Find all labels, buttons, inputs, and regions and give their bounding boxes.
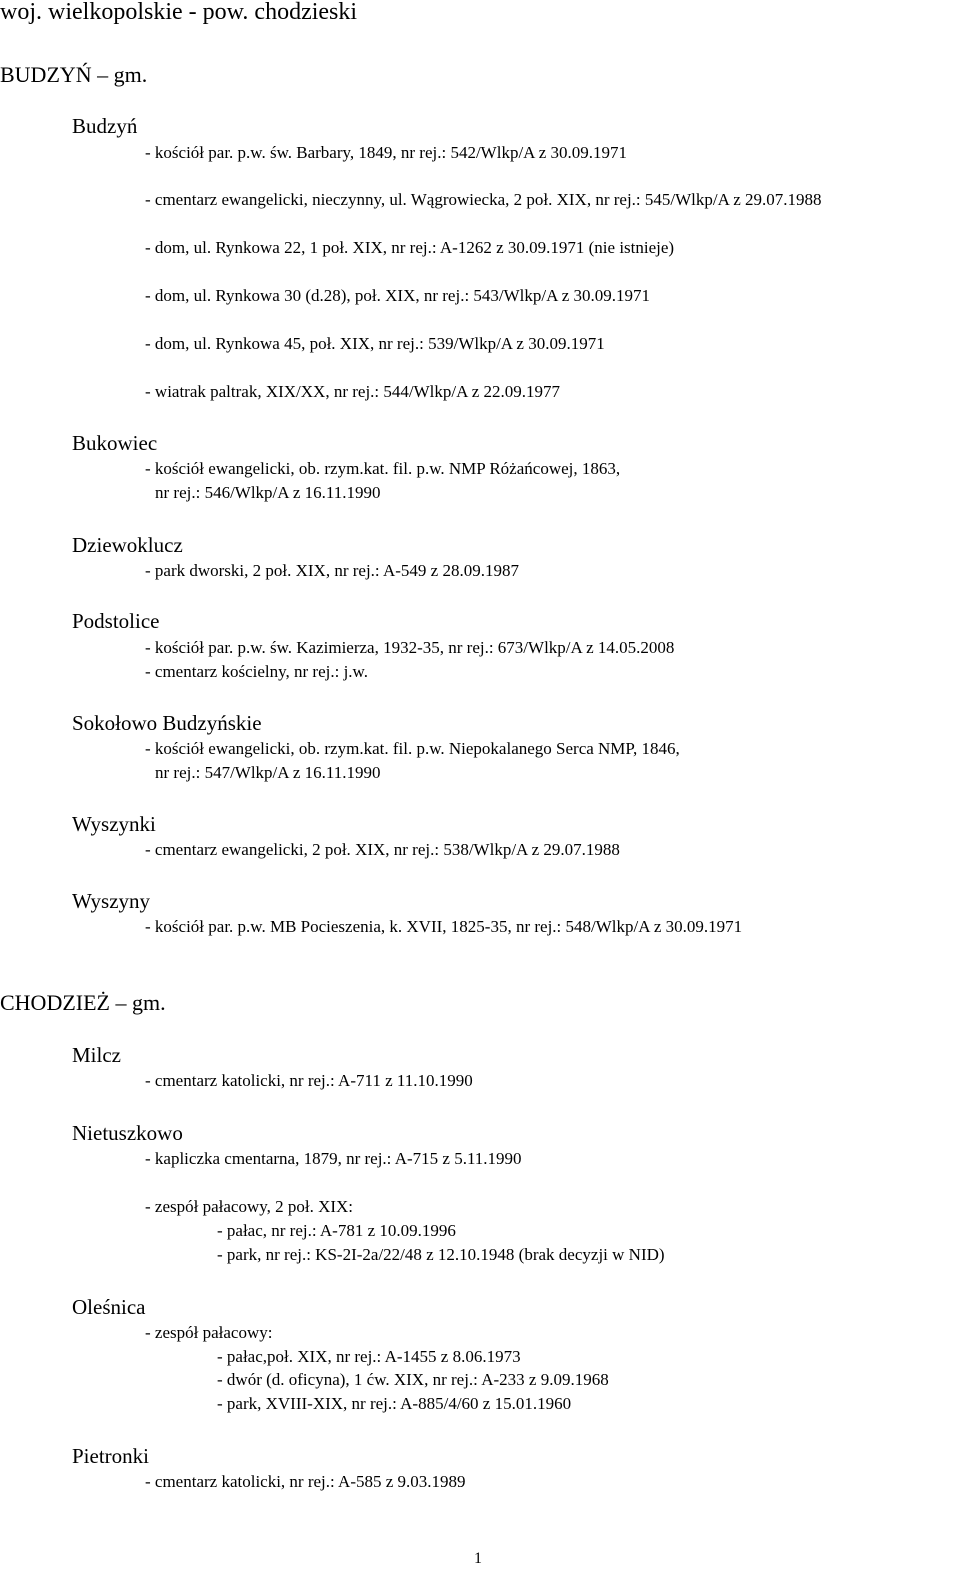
monument-entry: - kościół par. p.w. MB Pocieszenia, k. XVII, 1825-35, nr rej.: 548/Wlkp/A z 30.09.1971 (145, 917, 743, 936)
monument-entry-continuation: nr rej.: 547/Wlkp/A z 16.11.1990 (155, 763, 381, 782)
place-heading-budzyn: Budzyń (72, 114, 138, 138)
monument-subentry: - dwór (d. oficyna), 1 ćw. XIX, nr rej.: A-233 z 9.09.1968 (217, 1370, 609, 1389)
monument-subentry: - park, XVIII-XIX, nr rej.: A-885/4/60 z 15.01.1960 (217, 1394, 572, 1413)
monument-entry: - kościół ewangelicki, ob. rzym.kat. fil. p.w. NMP Różańcowej, 1863, (145, 459, 621, 478)
monument-entry: - cmentarz kościelny, nr rej.: j.w. (145, 662, 368, 681)
monument-entry: - dom, ul. Rynkowa 45, poł. XIX, nr rej.: 539/Wlkp/A z 30.09.1971 (145, 334, 605, 353)
place-heading-sokolowo-budzynskie: Sokołowo Budzyńskie (72, 711, 262, 735)
monument-entry: - zespół pałacowy, 2 poł. XIX: (145, 1197, 354, 1216)
place-heading-wyszynki: Wyszynki (72, 812, 156, 836)
place-heading-pietronki: Pietronki (72, 1444, 149, 1468)
monument-entry: - park dworski, 2 poł. XIX, nr rej.: A-549 z 28.09.1987 (145, 561, 519, 580)
monument-entry: - cmentarz ewangelicki, 2 poł. XIX, nr rej.: 538/Wlkp/A z 29.07.1988 (145, 840, 620, 859)
document-header: woj. wielkopolskie - pow. chodzieski (0, 0, 358, 25)
place-heading-bukowiec: Bukowiec (72, 431, 158, 455)
monument-entry: - zespół pałacowy: (145, 1323, 273, 1342)
monument-subentry: - park, nr rej.: KS-2I-2a/22/48 z 12.10.1948 (brak decyzji w NID) (217, 1245, 665, 1264)
place-heading-podstolice: Podstolice (72, 609, 160, 633)
monument-entry: - cmentarz katolicki, nr rej.: A-711 z 11.10.1990 (145, 1071, 473, 1090)
place-heading-dziewoklucz: Dziewoklucz (72, 533, 183, 557)
monument-entry: - kościół ewangelicki, ob. rzym.kat. fil. p.w. Niepokalanego Serca NMP, 1846, (145, 739, 680, 758)
monument-entry: - cmentarz ewangelicki, nieczynny, ul. Wągrowiecka, 2 poł. XIX, nr rej.: 545/Wlkp/A z 29.07.1988 (145, 190, 822, 209)
monument-entry: - dom, ul. Rynkowa 30 (d.28), poł. XIX, nr rej.: 543/Wlkp/A z 30.09.1971 (145, 286, 651, 305)
monument-entry: - kościół par. p.w. św. Kazimierza, 1932-35, nr rej.: 673/Wlkp/A z 14.05.2008 (145, 638, 675, 657)
place-heading-wyszyny: Wyszyny (72, 889, 151, 913)
place-heading-milcz: Milcz (72, 1043, 121, 1067)
monument-entry: - wiatrak paltrak, XIX/XX, nr rej.: 544/Wlkp/A z 22.09.1977 (145, 382, 560, 401)
place-heading-olesnica: Oleśnica (72, 1295, 146, 1319)
gmina-heading-budzyn: BUDZYŃ – gm. (0, 62, 148, 87)
monument-entry: - kościół par. p.w. św. Barbary, 1849, nr rej.: 542/Wlkp/A z 30.09.1971 (145, 143, 628, 162)
place-heading-nietuszkowo: Nietuszkowo (72, 1121, 183, 1145)
monument-subentry: - pałac,poł. XIX, nr rej.: A-1455 z 8.06.1973 (217, 1347, 521, 1366)
monument-subentry: - pałac, nr rej.: A-781 z 10.09.1996 (217, 1221, 456, 1240)
monument-entry: - kapliczka cmentarna, 1879, nr rej.: A-715 z 5.11.1990 (145, 1149, 522, 1168)
gmina-heading-chodziez: CHODZIEŻ – gm. (0, 990, 166, 1015)
page-number: 1 (474, 1550, 482, 1567)
monument-entry: - dom, ul. Rynkowa 22, 1 poł. XIX, nr rej.: A-1262 z 30.09.1971 (nie istnieje) (145, 238, 675, 257)
monument-entry-continuation: nr rej.: 546/Wlkp/A z 16.11.1990 (155, 483, 381, 502)
monument-entry: - cmentarz katolicki, nr rej.: A-585 z 9.03.1989 (145, 1472, 466, 1491)
